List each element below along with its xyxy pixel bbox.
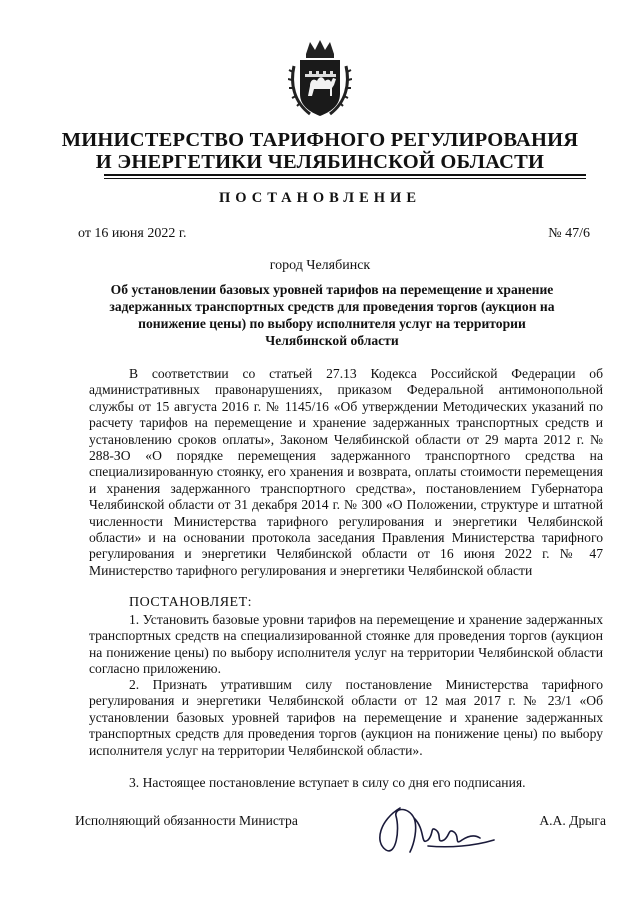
- item-1-block: [89, 612, 603, 678]
- item-2-block: [89, 677, 603, 759]
- document-city: город Челябинск: [269, 258, 371, 273]
- ministry-name-line1: МИНИСТЕРСТВО ТАРИФНОГО РЕГУЛИРОВАНИЯ: [61, 129, 579, 151]
- decree-word: ПОСТАНОВЛЯЕТ:: [129, 595, 253, 610]
- signer-position: Исполняющий обязанности Министра: [75, 813, 298, 828]
- ministry-name-line2: И ЭНЕРГЕТИКИ ЧЕЛЯБИНСКОЙ ОБЛАСТИ: [95, 151, 545, 173]
- preamble-paragraph: В соответствии со статьей 27.13 Кодекса Российской Федерации об административных правонарушениях, приказом Федеральной антимонопольной службы от 15 августа 2016 г. № 1145/16 «Об утверждении Методических указаний по расчету тарифов на перемещение и хранение задержанных транспортных средств и установлению сроков оплаты», Законом Челябинской области от 29 марта 2012 г. № 288-ЗО «О порядке перемещения задержанного транспортного средства на специализированную стоянку, его хранения и возврата, оплаты стоимости перемещения и хранения задержанного транспортного средства», постановлением Губернатора Челябинской области от 31 декабря 2014 г. № 300 «О Положении, структуре и штатной численности Министерства тарифного регулирования и энергетики Челябинской области» и на основании протокола заседания Правления Министерства тарифного регулирования и энергетики Челябинской области от 16 июня 2022 г. № 47 Министерство тарифного регулирования и энергетики Челябинской области: [89, 366, 603, 578]
- header-divider-thick: [104, 174, 586, 176]
- handwritten-signature-icon: [370, 800, 510, 860]
- document-type-title: ПОСТАНОВЛЕНИЕ: [218, 190, 421, 206]
- header-divider-thin: [104, 178, 586, 179]
- item-3-block: [89, 775, 603, 791]
- decree-item-1: 1. Установить базовые уровни тарифов на перемещение и хранение задержанных транспортных средств на специализированной стоянке для проведения торгов (аукцион на понижение цены) по выбору исполнителя услуг на территории Челябинской области согласно приложению.: [89, 612, 603, 677]
- preamble-block: [89, 366, 603, 579]
- document-number: № 47/6: [548, 226, 590, 241]
- chelyabinsk-coat-of-arms-icon: [288, 38, 352, 120]
- decree-item-2: 2. Признать утратившим силу постановление Министерства тарифного регулирования и энергетики Челябинской области от 12 мая 2017 г. № 23/1 «Об установлении базовых уровней тарифов на перемещение и хранение задержанных транспортных средств для проведения торгов (аукцион на понижение цены) по выбору исполнителя услуг на территории Челябинской области».: [89, 677, 603, 758]
- document-date: от 16 июня 2022 г.: [78, 226, 187, 241]
- decree-item-3: 3. Настоящее постановление вступает в силу со дня его подписания.: [129, 775, 526, 790]
- signer-name: А.А. Дрыга: [539, 813, 606, 828]
- document-subject: Об установлении базовых уровней тарифов на перемещение и хранение задержанных транспортных средств для проведения торгов (аукцион на понижение цены) по выбору исполнителя услуг на территории Челябинской области: [109, 282, 555, 348]
